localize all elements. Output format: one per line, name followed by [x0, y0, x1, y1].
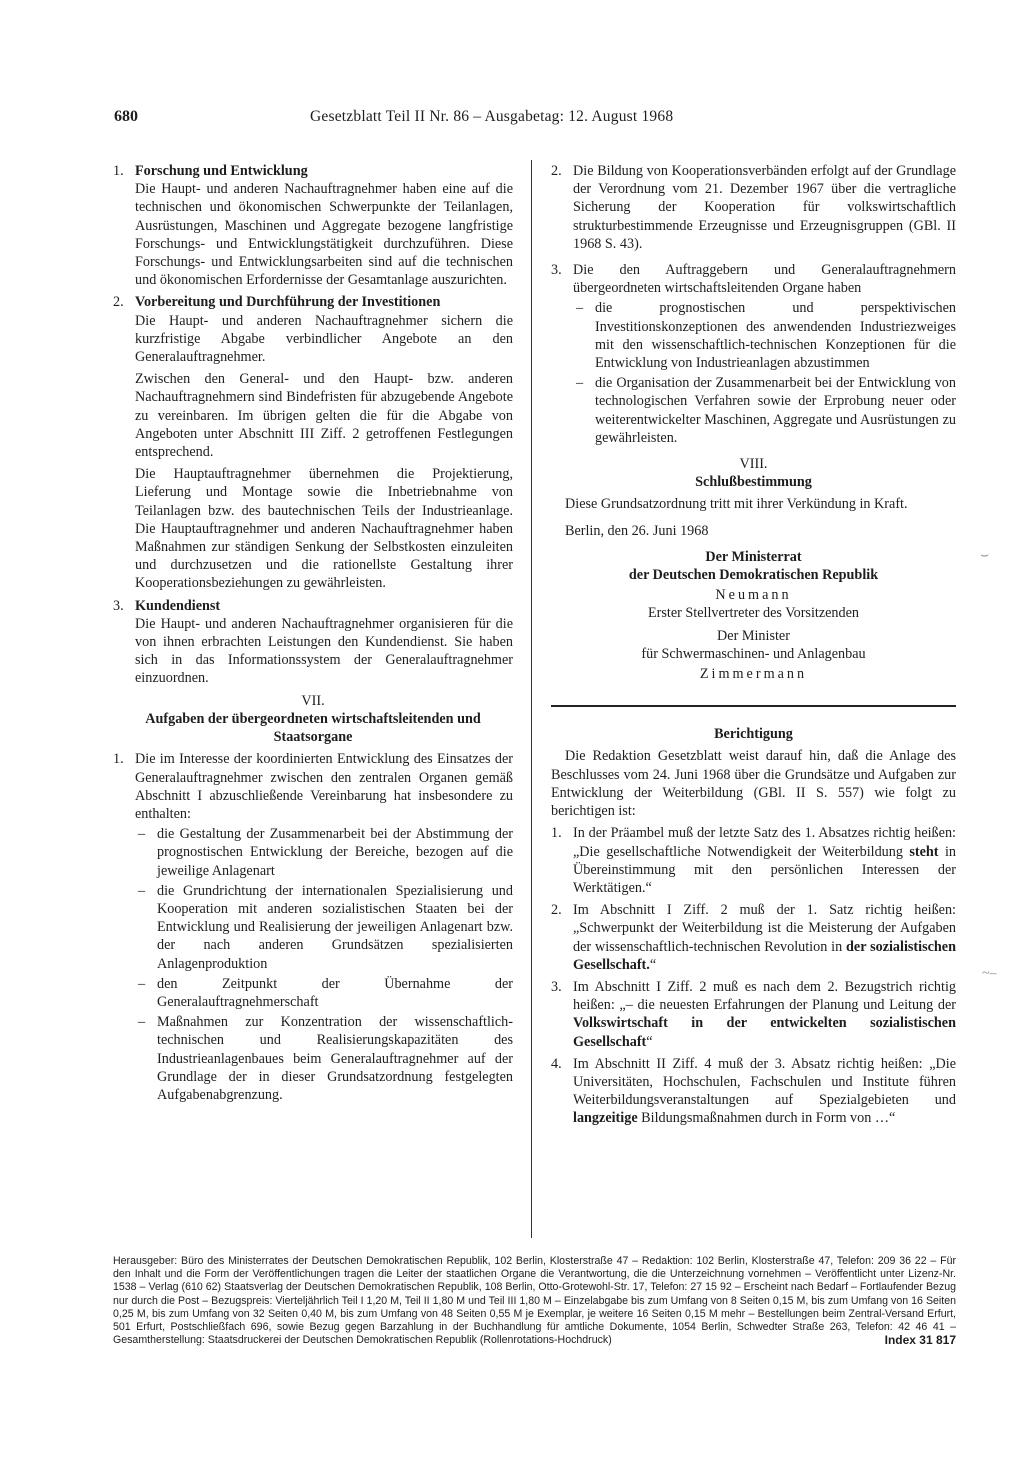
list-item: [113, 293, 513, 592]
paragraph: Zwischen den General- und den Haupt- bzw. anderen Nachauftragnehmern sind Bindefristen für abzugebende Angebote zu vereinbaren. Im übrigen gelten die für die Abgabe von Angeboten unter Abschnitt III Ziff. 2 getroffenen Festlegungen entsprechend.: [135, 371, 513, 461]
paragraph: Die Haupt- und anderen Nachauftragnehmer haben eine auf die technischen und ökonomischen Schwerpunkte der Teilanlagen, Ausrüstungen, Maschinen und Aggregate bezogene langfristige Forschungs- und Entwicklungstätigkeit durchzuführen. Diese Forschungs- und Entwicklungsarbeiten sind auf die technischen und ökonomischen Erfordernisse der Gesamtanlage auszurichten.: [135, 181, 513, 289]
item-number: 1.: [551, 825, 562, 842]
section-number: VIII.: [739, 456, 768, 473]
item-heading: Forschung und Entwicklung: [135, 163, 308, 179]
text-run: Bildungsmaßnahmen durch in Form von …“: [637, 1110, 896, 1127]
signatory-role: Erster Stellvertreter des Vorsitzenden: [647, 605, 860, 622]
signatory-role: für Schwermaschinen- und Anlagenbau: [641, 645, 866, 662]
paragraph: Die Redaktion Gesetzblatt weist darauf hin, daß die Anlage des Beschlusses vom 24. Juni 1968 über die Grundsätze und Aufgaben zur Entwicklung der Weiterbildung (GBl. II S. 557) wie folgt zu berichtigen ist:: [551, 748, 956, 820]
dash-item: – die Organisation der Zusammenarbeit bei der Entwicklung von technologischen Verfahren sowie der Erprobung neuer oder weiterentwickelter Maschinen, Aggregate und Ausrüstungen zu gewährleisten.: [576, 375, 956, 446]
dash-text: den Zeitpunkt der Übernahme der Generalauftragnehmerschaft: [157, 975, 513, 1010]
text-run: Im Abschnitt I Ziff. 2 muß es nach dem 2. Bezugstrich richtig heißen: „– die neuesten Erfahrungen der Planung und Leitung der: [573, 978, 956, 1014]
paragraph: Die Haupt- und anderen Nachauftragnehmer organisieren für die von ihnen erbrachten Leistungen den Kundendienst. Sie haben sich in das Informationssystem der Generalauftragnehmer einzuordnen.: [135, 615, 513, 687]
dash-item: – Maßnahmen zur Konzentration der wissenschaftlich-technischen und Realisierungskapazitäten des Industrieanlagenbaues beim Generalauftragnehmer auf der Grundlage der in dieser Grundsatzordnung festgelegten Aufgabenabgrenzung.: [138, 1014, 513, 1103]
item-number: 2.: [551, 163, 562, 179]
left-column: [113, 162, 513, 1108]
paragraph: Diese Grundsatzordnung tritt mit ihrer Verkündung in Kraft.: [565, 496, 908, 513]
item-number: 1.: [113, 163, 124, 179]
page-header: [114, 108, 910, 130]
text-run-bold: steht: [909, 843, 939, 860]
signatory-role: Der Minister: [717, 627, 790, 644]
section-number: VII.: [301, 692, 325, 709]
item-number: 3.: [113, 597, 124, 614]
dash-item: – die Gestaltung der Zusammenarbeit bei der Abstimmung der prognostischen Entwicklung der Bereiche, bezogen auf die jeweilige Anlagenart: [138, 826, 513, 879]
imprint-text: Herausgeber: Büro des Ministerrates der Deutschen Demokratischen Republik, 102 Berlin, Klosterstraße 47 – Redaktion: 102 Berlin, Klosterstraße 47, Telefon: 209 36 22 – Für den Inhalt und die Form der Veröffentlichungen tragen die Leiter der staatlichen Organe die Verantwortung, die die Unterzeichnung vornehmen – Veröffentlicht unter Lizenz-Nr. 1538 – Verlag (610 62) Staatsverlag der Deutschen Demokratischen Republik, 108 Berlin, Otto-Grotewohl-Str. 17, Telefon: 27 15 92 – Erscheint nach Bedarf – Fortlaufender Bezug nur durch die Post – Bezugspreis: Vierteljährlich Teil I 1,20 M, Teil II 1,80 M und Teil III 1,80 M – Einzelabgabe bis zum Umfang von 8 Seiten 0,15 M, bis zum Umfang von 16 Seiten 0,25 M, bis zum Umfang von 32 Seiten 0,40 M, bis zum Umfang von 48 Seiten 0,55 M je Exemplar, je weitere 16 Seiten 0,15 M mehr – Bestellungen beim Zentral-Versand Erfurt, 501 Erfurt, Postschließfach 696, sowie Bezug gegen Barzahlung in der Buchhandlung für amtliche Dokumente, 1054 Berlin, Schwedter Straße 263, Telefon: 42 46 41 – Gesamtherstellung: Staatsdruckerei der Deutschen Demokratischen Republik (Rollenrotations-Hochdruck): [113, 1255, 956, 1347]
dash-text: Maßnahmen zur Konzentration der wissenschaftlich-technischen und Realisierungskapazitäten des Industrieanlagenbaues beim Generalauftragnehmer auf der Grundlage der in dieser Grundsatzordnung festgelegten Aufgabenabgrenzung.: [157, 1014, 513, 1103]
paragraph: Die Haupt- und anderen Nachauftragnehmer sichern die kurzfristige Abgabe verbindlicher Angebote an den Generalauftragnehmer.: [135, 312, 513, 366]
dash-text: die Organisation der Zusammenarbeit bei der Entwicklung von technologischen Verfahren sowie der Erprobung neuer oder weiterentwickelter Maschinen, Aggregate und Ausrüstungen zu gewährleisten.: [595, 375, 956, 446]
column-divider: [531, 160, 532, 1238]
list-item: [551, 824, 956, 897]
list-item: [551, 978, 956, 1051]
item-number: 4.: [551, 1055, 562, 1072]
text-run-bold: der sozialistischen Gesellschaft.: [573, 938, 956, 973]
dash-text: die Gestaltung der Zusammenarbeit bei der Abstimmung der prognostischen Entwicklung der Bereiche, bezogen auf die jeweilige Anlagenart: [157, 826, 513, 879]
section-divider: [551, 705, 956, 707]
gazette-title: Gesetzblatt Teil II Nr. 86 – Ausgabetag: 12. August 1968: [310, 108, 674, 125]
signatory-name: Neumann: [715, 587, 792, 604]
correction-title: Berichtigung: [714, 726, 793, 743]
signatory-body: der Deutschen Demokratischen Republik: [628, 567, 879, 584]
list-item: [551, 162, 956, 253]
list-item: [551, 901, 956, 974]
text-run-bold: Volkswirtschaft in der entwickelten sozialistischen Gesellschaft: [573, 1015, 956, 1050]
text-run: Im Abschnitt I Ziff. 2 muß der 1. Satz richtig heißen: „Schwerpunkt der Weiterbildung ist die Meisterung der Aufgaben der wissenschaftlich-technischen Revolution in: [573, 902, 956, 955]
item-number: 2.: [551, 902, 562, 919]
item-heading: Vorbereitung und Durchführung der Investitionen: [135, 294, 441, 311]
item-number: 1.: [113, 751, 124, 768]
list-item: [113, 162, 513, 289]
paragraph: [573, 901, 956, 974]
right-column: [551, 162, 956, 1132]
text-run: In der Präambel muß der letzte Satz des 1. Absatzes richtig heißen: „Die gesellschaftliche Notwendigkeit der Weiterbildung: [573, 825, 956, 860]
dash-text: die prognostischen und perspektivischen Investitionskonzeptionen des anwendenden Industriezweiges mit den wissenschaftlich-technischen Konzeptionen für die Entwicklung von Industrieanlagen abzustimmen: [595, 300, 956, 372]
section-title: Aufgaben der übergeordneten wirtschaftsleitenden und Staatsorgane: [145, 710, 481, 746]
paragraph: Die im Interesse der koordinierten Entwicklung des Einsatzes der Generalauftragnehmer zwischen den zentralen Organen gemäß Abschnitt I abzuschließende Vereinbarung hat insbesondere zu enthalten:: [135, 751, 513, 822]
item-number: 3.: [551, 262, 562, 279]
item-number: 3.: [551, 978, 562, 995]
list-item: [551, 261, 956, 447]
text-run: in Übereinstimmung mit den persönlichen Interessen der Werktätigen.“: [573, 843, 956, 896]
index-number: Index 31 817: [884, 1333, 956, 1348]
text-run: “: [646, 1033, 653, 1050]
text-run: Im Abschnitt II Ziff. 4 muß der 3. Absatz richtig heißen: „Die Universitäten, Hochschulen, Fachschulen und Institute führen Weiterbildungsveranstaltungen auf Spezialgebieten und: [573, 1055, 956, 1109]
text-run: “: [649, 956, 657, 973]
margin-mark: ~–: [982, 966, 997, 981]
paragraph: Die Bildung von Kooperationsverbänden erfolgt auf der Grundlage der Verordnung vom 21. Dezember 1967 über die vertragliche Sicherung der Kooperation für volkswirtschaftlich strukturbestimmende Erzeugnisse und Erzeugnisgruppen (GBl. II 1968 S. 43).: [573, 163, 956, 252]
signatory-name: Zimmermann: [699, 666, 808, 683]
page-number: 680: [114, 108, 138, 125]
paragraph: Die den Auftraggebern und Generalauftragnehmern übergeordneten wirtschaftsleitenden Organe haben: [573, 262, 956, 297]
date-line: Berlin, den 26. Juni 1968: [565, 522, 709, 539]
paragraph: Die Hauptauftragnehmer übernehmen die Projektierung, Lieferung und Montage sowie die Inbetriebnahme von Teilanlagen bzw. des bautechnischen Teils der Industrieanlage. Die Hauptauftragnehmer und anderen Nachauftragnehmer haben Maßnahmen zur ständigen Senkung der Selbstkosten einzuleiten und durchzusetzen und die rationellste Gestaltung ihrer Kooperationsbeziehungen zu gewährleisten.: [135, 466, 513, 592]
paragraph: [573, 1055, 956, 1128]
dash-item: – die Grundrichtung der internationalen Spezialisierung und Kooperation mit anderen sozialistischen Staaten bei der Entwicklung und Realisierung der jeweiligen Anlagenart bzw. der nach anderen Grundsätzen spezialisierten Anlagenproduktion: [138, 882, 513, 972]
paragraph: [573, 824, 956, 897]
dash-text: die Grundrichtung der internationalen Spezialisierung und Kooperation mit anderen sozialistischen Staaten bei der Entwicklung und Realisierung der jeweiligen Anlagenart bzw. der nach anderen Grundsätzen spezialisierten Anlagenproduktion: [157, 882, 513, 972]
margin-mark: ⌣: [980, 548, 990, 563]
item-heading: Kundendienst: [135, 597, 221, 614]
paragraph: [573, 978, 956, 1051]
list-item: [113, 750, 513, 1104]
item-number: 2.: [113, 294, 124, 311]
text-run-bold: langzeitige: [573, 1110, 638, 1127]
imprint-footer: [113, 1255, 956, 1347]
dash-item: – die prognostischen und perspektivischen Investitionskonzeptionen des anwendenden Industriezweiges mit den wissenschaftlich-technischen Konzeptionen für die Entwicklung von Industrieanlagen abzustimmen: [576, 300, 956, 372]
dash-item: – den Zeitpunkt der Übernahme der Generalauftragnehmerschaft: [138, 975, 513, 1010]
list-item: [551, 1055, 956, 1128]
signature-block: [551, 548, 956, 683]
section-title: Schlußbestimmung: [695, 474, 812, 491]
list-item: [113, 597, 513, 688]
signatory-body: Der Ministerrat: [705, 548, 802, 565]
